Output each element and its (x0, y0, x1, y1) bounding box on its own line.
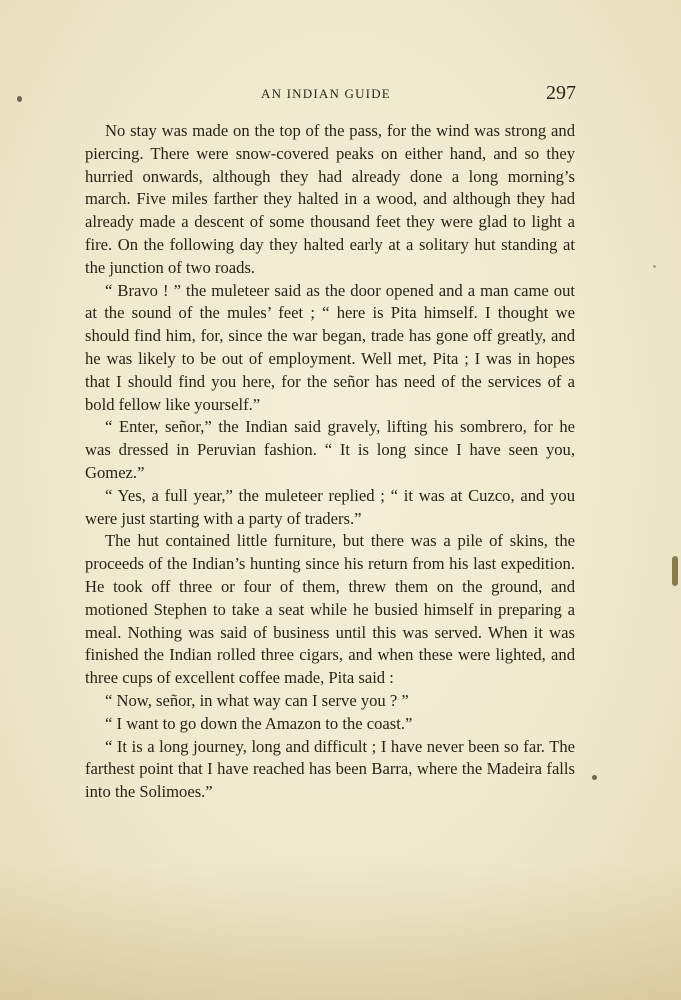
paragraph: “ Now, señor, in what way can I serve you ? ” (105, 690, 409, 710)
paper-edge-mark (672, 556, 678, 586)
paragraph: “ Bravo ! ” the muleteer said as the door opened and a man came out at the sound of the mules’ feet ; “ here is Pita himself. I thought we should find him, for, since the war began, trade has gone off greatly, and he was likely to be out of employment. Well met, Pita ; I was in hopes that I should find you here, for the señor has need of the services of a bold fellow like yourself.” (85, 280, 575, 414)
paper-spot (17, 96, 22, 102)
running-head: AN INDIAN GUIDE (261, 86, 391, 101)
paragraph: “ I want to go down the Amazon to the coast.” (105, 713, 413, 733)
paragraph: No stay was made on the top of the pass, for the wind was strong and piercing. There were snow-covered peaks on either hand, and so they hurried onwards, although they had already done a long morning’s march. Five miles farther they halted in a wood, and although they had already made a descent of some thousand feet they were glad to light a fire. On the following day they halted early at a solitary hut standing at the junction of two roads. (85, 121, 575, 277)
paper-spot (653, 265, 656, 268)
paragraph: “ It is a long journey, long and difficult ; I have never been so far. The farthest point that I have reached has been Barra, where the Madeira falls into the Solimoes.” (85, 736, 575, 802)
paragraph: The hut contained little furniture, but there was a pile of skins, the proceeds of the Indian’s hunting since his return from his last expedition. He took off three or four of them, threw them on the ground, and motioned Stephen to take a seat while he busied himself in preparing a meal. Nothing was said of business until this was served. When it was finished the Indian rolled three cigars, and when these were lighted, and three cups of excellent coffee made, Pita said : (85, 531, 575, 688)
paragraph: “ Enter, señor,” the Indian said gravely, lifting his sombrero, for he was dressed in Peruvian fashion. “ It is long since I have seen you, Gomez.” (85, 417, 575, 482)
paragraph: “ Yes, a full year,” the muleteer replied ; “ it was at Cuzco, and you were just starting with a party of traders.” (85, 485, 575, 528)
paper-spot (592, 775, 597, 780)
page-number: 297 (546, 82, 576, 104)
body-text (85, 120, 575, 804)
